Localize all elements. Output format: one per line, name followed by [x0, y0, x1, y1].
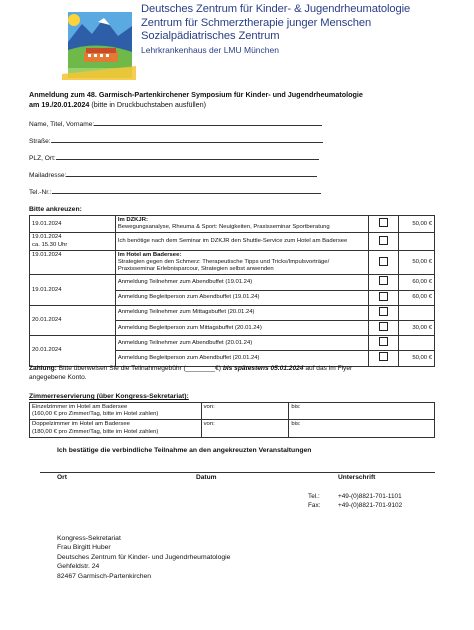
- room-name: Einzelzimmer im Hotel am Badersee: [32, 404, 128, 410]
- payment-block: [29, 365, 449, 382]
- header-line-2: Zentrum für Schmerztherapie junger Menschen: [141, 16, 372, 29]
- table-row: [30, 305, 435, 320]
- header-line-3: Sozialpädiatrisches Zentrum: [141, 30, 280, 42]
- table-row: [30, 403, 435, 420]
- row-time: ca. 15.30 Uhr: [32, 241, 68, 248]
- room-bis[interactable]: bis:: [289, 420, 435, 437]
- checkbox[interactable]: [379, 352, 388, 361]
- checkbox[interactable]: [379, 307, 388, 316]
- row-desc: Anmeldung Teilnehmer zum Abendbuffet (19.01.24): [115, 275, 368, 290]
- booking-table: [29, 215, 435, 367]
- phone-field[interactable]: [29, 187, 321, 196]
- name-label: Name, Titel, Vorname:: [29, 121, 95, 128]
- street-line[interactable]: [51, 136, 323, 143]
- table-row: [30, 250, 435, 275]
- table-row: [30, 233, 435, 250]
- room-price: (180,00 € pro Zimmer/Tag, bitte im Hotel zahlen): [32, 428, 159, 435]
- row-date: 19.01.2024: [30, 250, 116, 275]
- fax-label: Fax:: [308, 502, 321, 509]
- address-line: Deutsches Zentrum für Kinder- und Jugendrheumatologie: [57, 553, 231, 561]
- row-price: [399, 336, 435, 351]
- signature-line: [40, 472, 435, 473]
- confirm-text: Ich bestätige die verbindliche Teilnahme an den angekreuzten Veranstaltungen: [57, 447, 312, 454]
- booking-heading: Bitte ankreuzen:: [29, 206, 82, 213]
- table-row: [30, 275, 435, 290]
- tel-label: Tel.:: [308, 493, 320, 500]
- row-price: 50,00 €: [399, 351, 435, 366]
- checkbox[interactable]: [379, 236, 388, 245]
- address-line: 82467 Garmisch-Partenkirchen: [57, 572, 152, 580]
- row-date: 19.01.2024: [30, 275, 116, 305]
- payment-text-2: auf das im Flyer: [305, 365, 353, 372]
- address-line: Kongress-Sekretariat: [57, 535, 121, 542]
- row-title: Im DZKJR:: [117, 217, 148, 223]
- contact-labels: [308, 492, 320, 510]
- row-desc: Anmeldung Teilnehmer zum Mittagsbuffet (20.01.24): [115, 305, 368, 320]
- datum-label: Datum: [196, 474, 217, 481]
- row-date: 20.01.2024: [30, 336, 116, 366]
- checkbox[interactable]: [379, 322, 388, 331]
- ort-label: Ort: [57, 474, 67, 481]
- signature-label: Unterschrift: [338, 474, 376, 481]
- title-date: am 19./20.01.2024: [29, 99, 90, 109]
- header-block: [141, 3, 410, 56]
- street-field[interactable]: [29, 136, 323, 145]
- name-line[interactable]: [94, 119, 322, 126]
- title-note: (bitte in Druckbuchstaben ausfüllen): [91, 99, 207, 109]
- phone-line[interactable]: [52, 187, 321, 194]
- header-line-4: Lehrkrankenhaus der LMU München: [141, 44, 279, 55]
- row-price: 60,00 €: [399, 290, 435, 305]
- address-block: [57, 534, 230, 581]
- payment-text-1: Bitte überweisen Sie die Teilnahmegebühr (________€): [58, 365, 221, 372]
- logo-graphic: [62, 8, 136, 80]
- row-desc: Anmeldung Begleitperson zum Abendbuffet (19.01.24): [115, 290, 368, 305]
- row-desc: Strategien gegen den Schmerz: Therapeutische Tipps und Tricks/Impulsvorträge/ Praxisseminar Erlebnisparcour, Strategien selbst anwenden: [117, 259, 330, 273]
- row-desc: Anmeldung Begleitperson zum Mittagsbuffet (20.01.24): [115, 321, 368, 336]
- mail-label: Mailadresse:: [29, 172, 67, 179]
- city-field[interactable]: [29, 153, 319, 162]
- rooms-heading: Zimmerreservierung (über Kongress-Sekretariat):: [29, 393, 189, 400]
- row-desc: Anmeldung Begleitperson zum Abendbuffet (20.01.24): [115, 351, 368, 366]
- title-main: Anmeldung zum 48. Garmisch-Partenkirchener Symposium für Kinder- und Jugendrheumatologie: [29, 90, 363, 99]
- checkbox[interactable]: [379, 337, 388, 346]
- payment-text-3: angegebene Konto.: [29, 373, 87, 381]
- rooms-table: [29, 402, 435, 438]
- room-von[interactable]: von:: [201, 403, 289, 420]
- row-price: 60,00 €: [399, 275, 435, 290]
- row-desc: Bewegungsanalyse, Rheuma & Sport: Neuigkeiten, Praxisseminar Sportberatung: [117, 224, 330, 231]
- payment-deadline: bis spätestens 05.01.2024: [222, 365, 304, 372]
- payment-label: Zahlung:: [29, 365, 57, 372]
- table-row: [30, 216, 435, 233]
- row-desc: Anmeldung Teilnehmer zum Abendbuffet (20.01.24): [115, 336, 368, 351]
- row-date: 19.01.2024: [30, 216, 116, 233]
- mail-line[interactable]: [66, 170, 317, 177]
- row-date: 20.01.2024: [30, 305, 116, 335]
- city-label: PLZ, Ort:: [29, 155, 56, 162]
- fax-value: +49-(0)8821-701-9102: [338, 502, 403, 509]
- header-line-1: Deutsches Zentrum für Kinder- & Jugendrheumatologie: [141, 3, 411, 15]
- checkbox[interactable]: [379, 276, 388, 285]
- room-name: Doppelzimmer im Hotel am Badersee: [32, 421, 130, 428]
- room-bis[interactable]: bis:: [289, 403, 435, 420]
- checkbox[interactable]: [379, 257, 388, 266]
- row-price: 50,00 €: [399, 216, 435, 233]
- room-von[interactable]: von:: [201, 420, 289, 437]
- mail-field[interactable]: [29, 170, 317, 179]
- row-price: [399, 305, 435, 320]
- contact-values: [338, 492, 402, 510]
- checkbox[interactable]: [379, 218, 388, 227]
- name-field[interactable]: [29, 119, 322, 128]
- row-price: 30,00 €: [399, 321, 435, 336]
- form-title: [29, 90, 459, 109]
- checkbox[interactable]: [379, 292, 388, 301]
- tel-value: +49-(0)8821-701-1101: [338, 493, 402, 500]
- street-label: Straße:: [29, 138, 51, 145]
- row-desc: Ich benötige nach dem Seminar im DZKJR den Shuttle-Service zum Hotel am Badersee: [115, 233, 368, 250]
- city-line[interactable]: [56, 153, 319, 160]
- address-line: Frau Birgitt Huber: [57, 544, 111, 552]
- row-date: 19.01.2024: [32, 234, 62, 241]
- table-row: [30, 420, 435, 437]
- row-title: Im Hotel am Badersee:: [117, 251, 182, 258]
- phone-label: Tel.-Nr.:: [29, 189, 52, 196]
- logo: [62, 8, 136, 80]
- table-row: [30, 336, 435, 351]
- address-line: Gehfeldstr. 24: [57, 563, 100, 571]
- room-price: (160,00 € pro Zimmer/Tag, bitte im Hotel zahlen): [32, 411, 159, 418]
- row-price: 50,00 €: [399, 250, 435, 275]
